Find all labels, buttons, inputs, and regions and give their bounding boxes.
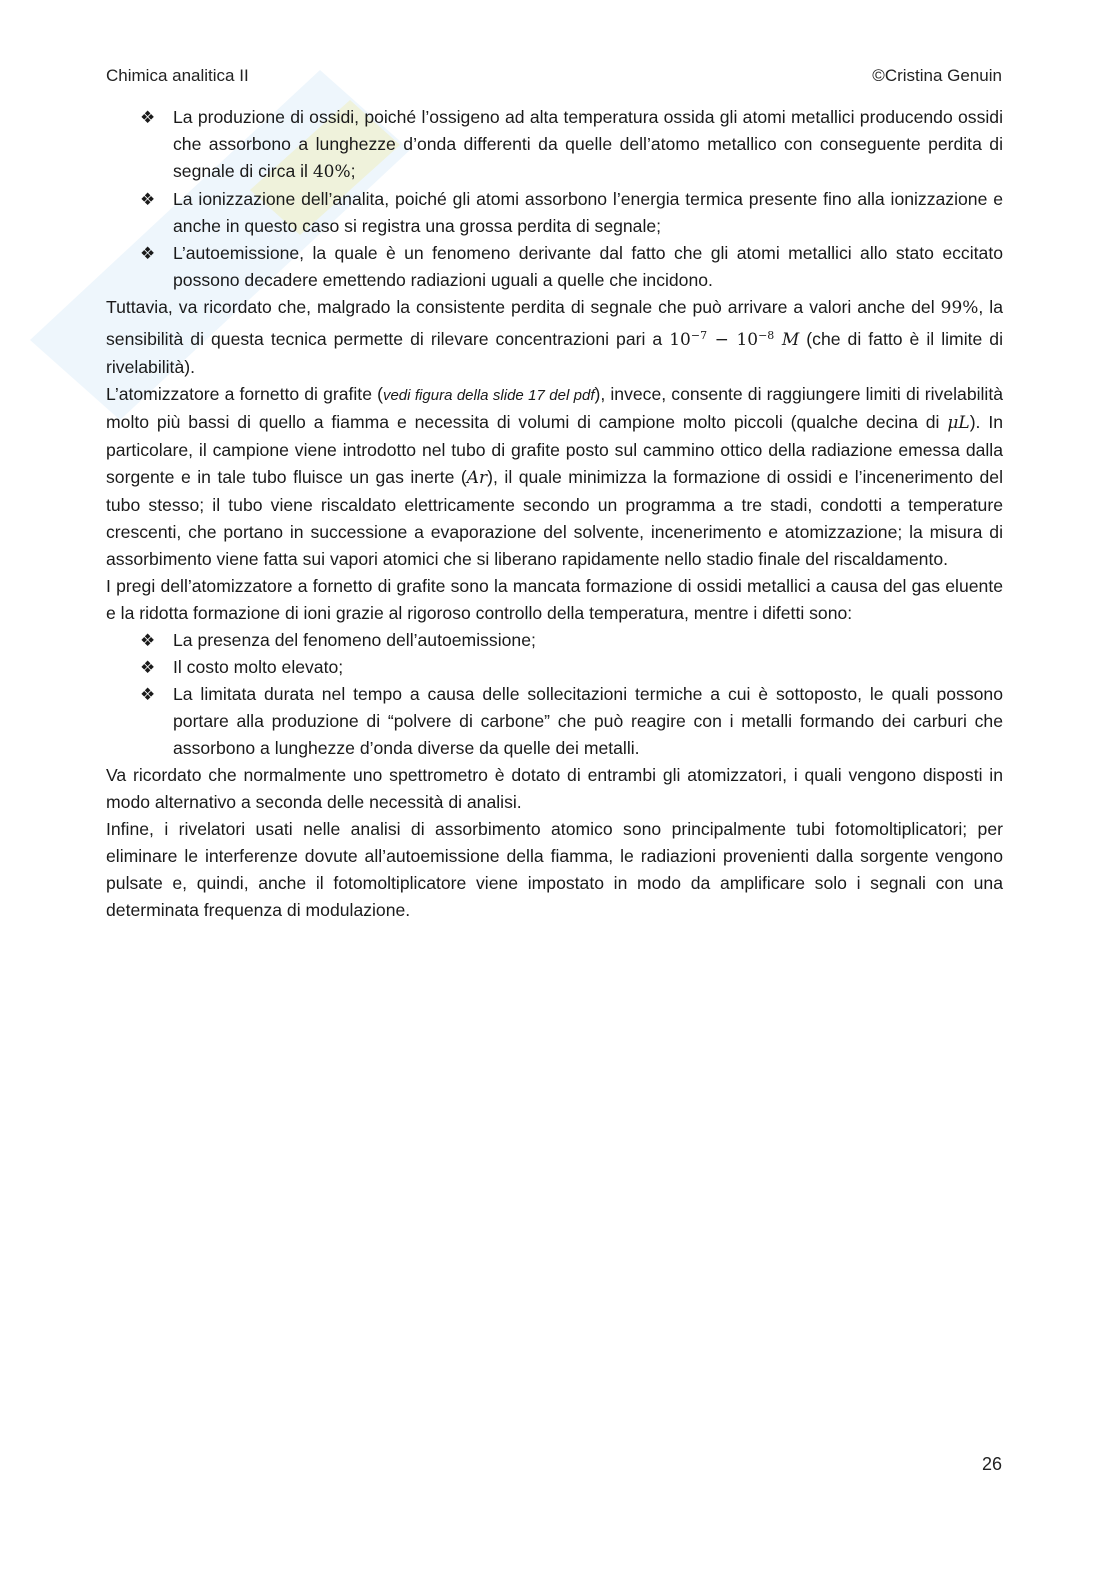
list-item: ❖ La ionizzazione dell’analita, poiché gli atomi assorbono l’energia termica presente fino alla ionizzazione e anche in questo caso si registra una grossa perdita di segnale; bbox=[106, 186, 1003, 240]
header-author: ©Cristina Genuin bbox=[872, 66, 1002, 85]
list-item: ❖ L’autoemissione, la quale è un fenomeno derivante dal fatto che gli atomi metallici allo stato eccitato possono decadere emettendo radiazioni uguali a quelle che incidono. bbox=[106, 240, 1003, 294]
diamond-bullet-icon: ❖ bbox=[140, 190, 156, 209]
page-body bbox=[106, 104, 1003, 924]
diamond-bullet-icon: ❖ bbox=[140, 244, 156, 263]
diamond-bullet-icon: ❖ bbox=[140, 108, 156, 127]
diamond-bullet-icon: ❖ bbox=[140, 631, 156, 650]
header-course-title: Chimica analitica II bbox=[106, 66, 249, 85]
slide-reference: vedi figura della slide 17 del pdf bbox=[382, 387, 595, 404]
list-item: ❖ La presenza del fenomeno dell’autoemissione; bbox=[106, 627, 1003, 654]
list-item: ❖ La limitata durata nel tempo a causa delle sollecitazioni termiche a cui è sottoposto, le quali possono portare alla produzione di “polvere di carbone” che può reagire con i metalli formando dei carburi che assorbono a lunghezze d’onda diverse da quelle dei metalli. bbox=[106, 681, 1003, 762]
diamond-bullet-icon: ❖ bbox=[140, 658, 156, 677]
paragraph-graphite-furnace: L’atomizzatore a fornetto di grafite (vedi figura della slide 17 del pdf), invece, consente di raggiungere limiti di rivelabilità molto più bassi di quello a fiamma e necessita di volumi di campione molto piccoli (qualche decina di μL). In particolare, il campione viene introdotto nel tubo di grafite posto sul cammino ottico della radiazione emessa dalla sorgente e in tale tubo fluisce un gas inerte (Ar), il quale minimizza la formazione di ossidi e l’incenerimento del tubo stesso; il tubo viene riscaldato elettricamente secondo un programma a tre stadi, condotti a temperature crescenti, che portano in successione a evaporazione del solvente, incenerimento e atomizzazione; la misura di assorbimento viene fatta sui vapori atomici che si liberano rapidamente nello stadio finale del riscaldamento. bbox=[106, 384, 1004, 569]
page-number: 26 bbox=[981, 1454, 1002, 1474]
diamond-bullet-icon: ❖ bbox=[140, 685, 156, 704]
paragraph-pros-cons: I pregi dell’atomizzatore a fornetto di grafite sono la mancata formazione di ossidi metallici a causa del gas eluente e la ridotta formazione di ioni grazie al rigoroso controllo della temperatura, mentre i difetti sono: bbox=[106, 576, 1003, 623]
drawbacks-furnace-list bbox=[106, 627, 1003, 762]
page-header bbox=[106, 66, 1002, 86]
list-item: ❖ Il costo molto elevato; bbox=[106, 654, 1003, 681]
list-item: ❖ La produzione di ossidi, poiché l’ossigeno ad alta temperatura ossida gli atomi metallici producendo ossidi che assorbono a lunghezze d’onda differenti da quelle dell’atomo metallico con conseguente perdita di segnale di circa il 40%; bbox=[106, 104, 1003, 186]
paragraph-spectrometer: Va ricordato che normalmente uno spettrometro è dotato di entrambi gli atomizzatori, i quali vengono disposti in modo alternativo a seconda delle necessità di analisi. bbox=[106, 765, 1003, 812]
paragraph-sensitivity: Tuttavia, va ricordato che, malgrado la consistente perdita di segnale che può arrivare a valori anche del 99%, la sensibilità di questa tecnica permette di rilevare concentrazioni pari a $10^{-7} - 10^{-8}$ M (che di fatto è il limite di rivelabilità). bbox=[106, 297, 1003, 377]
paragraph-detectors: Infine, i rivelatori usati nelle analisi di assorbimento atomico sono principalmente tubi fotomoltiplicatori; per eliminare le interferenze dovute all’autoemissione della fiamma, le radiazioni provenienti dalla sorgente vengono pulsate e, quindi, anche il fotomoltiplicatore viene impostato in modo da amplificare solo i segnali con una determinata frequenza di modulazione. bbox=[106, 819, 1003, 920]
drawbacks-flame-list bbox=[106, 104, 1003, 294]
